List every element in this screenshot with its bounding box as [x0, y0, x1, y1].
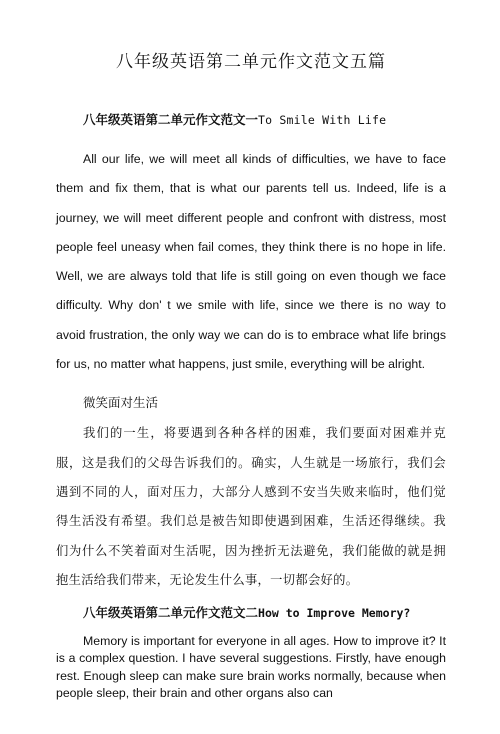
section2-heading-en: How to Improve Memory? [258, 606, 411, 621]
section1-chinese-subtitle: 微笑面对生活 [83, 395, 159, 411]
section2-heading [83, 603, 446, 621]
section1-chinese-paragraph: 我们的一生，将要遇到各种各样的困难，我们要面对困难并克服，这是我们的父母告诉我们的。确实，人生就是一场旅行，我们会遇到不同的人，面对压力，大部分人感到不安当失败来临时，他们觉得生活没有希望。我们总是被告知即使遇到困难，生活还得继续。我们为什么不笑着面对生活呢，因为挫折无法避免，我们能做的就是拥抱生活给我们带来，无论发生什么事，一切都会好的。 [56, 426, 446, 587]
section1-english-paragraph: All our life, we will meet all kinds of difficulties, we have to face them and fix them, that is what our parents tell us. Indeed, life is a journey, we will meet different people and confront with distress, most people feel uneasy when fail comes, they think there is no hope in life. Well, we are always told that life is still going on even though we face difficulty. Why don' t we smile with life, since we there is no way to avoid frustration, the only way we can do is to embrace what life brings for us, no matter what happens, just smile, everything will be alright. [56, 152, 446, 372]
section1-heading-en: To Smile With Life [258, 113, 387, 127]
section2-heading-cn: 八年级英语第二单元作文范文二 [83, 605, 259, 621]
document-title: 八年级英语第二单元作文范文五篇 [116, 52, 386, 72]
section1-heading [83, 110, 446, 128]
section1-heading-cn: 八年级英语第二单元作文范文一 [83, 112, 259, 127]
section2-english-paragraph: Memory is important for everyone in all ages. How to improve it? It is a complex question. I have several suggestions. Firstly, have enough rest. Enough sleep can make sure brain works normally, because when people sleep, their brain and other organs also can [56, 634, 446, 701]
